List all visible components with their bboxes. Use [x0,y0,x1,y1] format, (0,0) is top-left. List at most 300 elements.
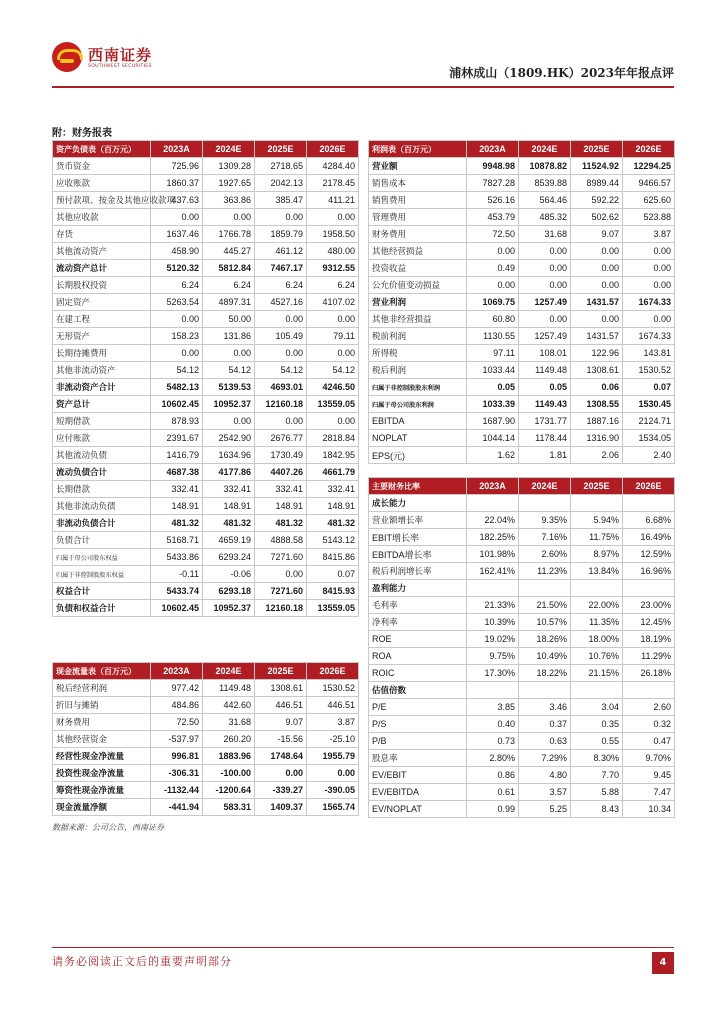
row-value: 0.00 [307,413,359,430]
row-value: 11.29% [623,648,675,665]
row-label: 负债合计 [53,532,151,549]
row-value: 26.18% [623,665,675,682]
row-label: 所得税 [369,345,467,362]
row-value: 97.11 [467,345,519,362]
row-value: 2.60% [519,546,571,563]
row-label: 销售费用 [369,192,467,209]
year-header: 2023A [467,478,519,495]
cash-flow-header-row [53,663,359,680]
table-row [369,699,675,716]
income-statement-table [368,140,675,464]
row-value: 1149.48 [519,362,571,379]
row-value: 1.81 [519,447,571,464]
row-value: 23.00% [623,597,675,614]
row-value: 437.63 [151,192,203,209]
row-label: 其他非经营损益 [369,311,467,328]
row-value: 0.00 [571,243,623,260]
table-row [369,362,675,379]
row-label: 股息率 [369,750,467,767]
table-row [53,697,359,714]
row-value: 0.00 [203,345,255,362]
income-statement-title: 利润表（百万元） [369,141,467,158]
row-value: 2.06 [571,447,623,464]
row-value: 54.12 [255,362,307,379]
row-value: 4687.38 [151,464,203,481]
year-header: 2025E [255,663,307,680]
table-row [53,294,359,311]
row-label: 营业额 [369,158,467,175]
row-label: 流动资产总计 [53,260,151,277]
table-row [369,648,675,665]
row-value: 1308.61 [255,680,307,697]
row-label: 管理费用 [369,209,467,226]
table-row [53,782,359,799]
row-value: 1687.90 [467,413,519,430]
row-value: 21.15% [571,665,623,682]
row-value: 332.41 [203,481,255,498]
table-row [53,464,359,481]
row-label: 长期待摊费用 [53,345,151,362]
table-row [53,209,359,226]
row-value: 0.99 [467,801,519,818]
row-value: -0.11 [151,566,203,583]
row-value: 564.46 [519,192,571,209]
row-value: 19.02% [467,631,519,648]
logo-subtext: SOUTHWEST SECURITIES [88,64,152,69]
ratio-section-title: 盈利能力 [369,580,467,597]
page-header [52,38,674,86]
row-value: 122.96 [571,345,623,362]
row-value: 0.00 [151,311,203,328]
row-value: 9.35% [519,512,571,529]
row-value: 2391.67 [151,430,203,447]
table-row [53,328,359,345]
table-row [53,549,359,566]
row-value: 72.50 [151,714,203,731]
row-label: 其他流动资产 [53,243,151,260]
row-value: 1731.77 [519,413,571,430]
row-value: 10952.37 [203,600,255,617]
ratio-section-row [369,495,675,512]
row-value: 11.75% [571,529,623,546]
row-label: 营业额增长率 [369,512,467,529]
row-label: 存货 [53,226,151,243]
row-label: 投资性现金净流量 [53,765,151,782]
table-row [53,345,359,362]
table-row [53,413,359,430]
row-label: 短期借款 [53,413,151,430]
row-value: -390.05 [307,782,359,799]
table-row [369,328,675,345]
table-row [53,765,359,782]
row-value: 385.47 [255,192,307,209]
row-value: 108.01 [519,345,571,362]
balance-sheet-header-row [53,141,359,158]
row-value: 0.47 [623,733,675,750]
row-value: 878.93 [151,413,203,430]
row-value: 7.47 [623,784,675,801]
row-value: 0.37 [519,716,571,733]
row-value: 1927.65 [203,175,255,192]
row-label: 税后利润 [369,362,467,379]
row-value: 4407.26 [255,464,307,481]
row-value: 0.00 [255,765,307,782]
row-value: 1308.55 [571,396,623,413]
row-value: 7.70 [571,767,623,784]
row-value: 1730.49 [255,447,307,464]
row-value: 7467.17 [255,260,307,277]
row-value: 5.94% [571,512,623,529]
row-value: 8.30% [571,750,623,767]
row-value: 5482.13 [151,379,203,396]
row-value: 0.07 [623,379,675,396]
row-value: 4284.40 [307,158,359,175]
table-row [53,362,359,379]
row-label: EBIT增长率 [369,529,467,546]
row-value: 5139.53 [203,379,255,396]
row-value: 3.85 [467,699,519,716]
row-value: 0.00 [467,277,519,294]
row-value: 481.32 [255,515,307,532]
row-value: 11524.92 [571,158,623,175]
empty-cell [571,580,623,597]
row-value: 10602.45 [151,396,203,413]
row-value: 0.00 [307,311,359,328]
row-value: 1033.39 [467,396,519,413]
row-value: 4527.16 [255,294,307,311]
row-value: 446.51 [307,697,359,714]
row-label: EBITDA增长率 [369,546,467,563]
row-value: 8539.88 [519,175,571,192]
row-value: 1748.64 [255,748,307,765]
row-value: 148.91 [307,498,359,515]
row-value: 3.57 [519,784,571,801]
table-row [53,447,359,464]
table-row [369,311,675,328]
row-label: 权益合计 [53,583,151,600]
row-value: 502.62 [571,209,623,226]
row-value: 0.00 [623,243,675,260]
row-value: 1530.45 [623,396,675,413]
row-value: 5812.84 [203,260,255,277]
row-label: 财务费用 [53,714,151,731]
row-value: 105.49 [255,328,307,345]
row-value: 0.00 [255,413,307,430]
footer-divider [52,947,674,948]
row-label: 归属于非控制股股东利润 [369,379,467,396]
row-value: 1309.28 [203,158,255,175]
row-value: 0.05 [467,379,519,396]
table-row [53,396,359,413]
row-label: 投资收益 [369,260,467,277]
row-label: 流动负债合计 [53,464,151,481]
empty-cell [623,682,675,699]
row-value: 1530.52 [623,362,675,379]
row-value: 5120.32 [151,260,203,277]
row-value: 50.00 [203,311,255,328]
table-row [369,192,675,209]
row-value: 54.12 [307,362,359,379]
row-label: 无形资产 [53,328,151,345]
row-value: 148.91 [203,498,255,515]
logo-emblem-icon [52,42,82,72]
table-row [369,243,675,260]
row-value: 22.04% [467,512,519,529]
row-value: 332.41 [307,481,359,498]
row-value: 0.00 [571,311,623,328]
row-value: 11.35% [571,614,623,631]
table-row [53,260,359,277]
row-value: 6.24 [203,277,255,294]
row-value: 0.07 [307,566,359,583]
financial-ratios-table [368,477,675,818]
year-header: 2024E [203,141,255,158]
table-row [53,748,359,765]
row-value: 8.97% [571,546,623,563]
row-value: 10602.45 [151,600,203,617]
row-value: 0.00 [307,345,359,362]
row-value: 1766.78 [203,226,255,243]
row-value: 10.57% [519,614,571,631]
cash-flow-title: 现金流量表（百万元） [53,663,151,680]
ratio-section-row [369,682,675,699]
row-value: 13559.05 [307,396,359,413]
row-value: 1308.61 [571,362,623,379]
row-value: 0.00 [519,277,571,294]
row-value: 31.68 [519,226,571,243]
row-value: 12.59% [623,546,675,563]
year-header: 2026E [307,141,359,158]
table-row [369,665,675,682]
row-value: 16.49% [623,529,675,546]
row-value: 10.76% [571,648,623,665]
year-header: 2023A [151,663,203,680]
empty-cell [467,495,519,512]
table-row [53,731,359,748]
row-label: 其他应收款 [53,209,151,226]
row-value: 60.80 [467,311,519,328]
row-value: 72.50 [467,226,519,243]
row-value: 0.00 [571,277,623,294]
table-row [369,345,675,362]
disclaimer-text: 请务必阅读正文后的重要声明部分 [52,955,232,968]
row-value: 0.00 [571,260,623,277]
row-value: 9312.55 [307,260,359,277]
table-row [369,784,675,801]
row-value: 1887.16 [571,413,623,430]
row-label: 非流动负债合计 [53,515,151,532]
row-value: 10952.37 [203,396,255,413]
row-value: 0.35 [571,716,623,733]
row-value: 453.79 [467,209,519,226]
logo-text: 西南证券 [88,46,153,64]
table-row [53,277,359,294]
row-value: 7271.60 [255,583,307,600]
report-title: 浦林成山（1809.HK）2023年年报点评 [449,66,674,80]
table-row [53,311,359,328]
row-value: 4888.58 [255,532,307,549]
row-value: 583.31 [203,799,255,816]
row-value: 1637.46 [151,226,203,243]
row-value: 592.22 [571,192,623,209]
row-value: 2.80% [467,750,519,767]
row-value: 5433.86 [151,549,203,566]
row-value: -100.00 [203,765,255,782]
row-value: 2542.90 [203,430,255,447]
row-label: 资产总计 [53,396,151,413]
row-value: 9466.57 [623,175,675,192]
row-value: 143.81 [623,345,675,362]
table-row [53,481,359,498]
row-value: 4107.02 [307,294,359,311]
row-value: 0.49 [467,260,519,277]
row-value: 13.84% [571,563,623,580]
row-value: 8989.44 [571,175,623,192]
row-label: 税后经营利润 [53,680,151,697]
row-value: 1674.33 [623,294,675,311]
row-value: 0.63 [519,733,571,750]
ratio-section-row [369,580,675,597]
row-value: 6.24 [307,277,359,294]
table-row [369,158,675,175]
row-value: 1883.96 [203,748,255,765]
row-value: 2818.84 [307,430,359,447]
row-value: 12160.18 [255,396,307,413]
row-label: 其他流动负债 [53,447,151,464]
appendix-title: 附：财务报表 [52,128,112,139]
row-value: 0.00 [151,345,203,362]
row-value: 0.73 [467,733,519,750]
row-value: 6.68% [623,512,675,529]
row-value: -441.94 [151,799,203,816]
row-label: EV/NOPLAT [369,801,467,818]
table-row [369,733,675,750]
table-row [53,379,359,396]
row-value: 182.25% [467,529,519,546]
table-row [369,209,675,226]
row-value: 0.00 [519,311,571,328]
empty-cell [623,495,675,512]
row-value: 625.60 [623,192,675,209]
row-label: 其他非流动负债 [53,498,151,515]
table-row [369,447,675,464]
row-value: 0.00 [151,209,203,226]
row-value: 0.40 [467,716,519,733]
empty-cell [467,682,519,699]
row-value: 1069.75 [467,294,519,311]
row-label: 税前利润 [369,328,467,345]
empty-cell [571,682,623,699]
row-label: 毛利率 [369,597,467,614]
row-label: 归属于母公司股东利润 [369,396,467,413]
table-row [369,277,675,294]
row-value: 481.32 [151,515,203,532]
row-label: 应付账款 [53,430,151,447]
row-value: 18.22% [519,665,571,682]
row-value: 480.00 [307,243,359,260]
table-row [369,750,675,767]
row-value: 0.55 [571,733,623,750]
row-value: 260.20 [203,731,255,748]
ratio-section-title: 估值倍数 [369,682,467,699]
row-label: 货币资金 [53,158,151,175]
row-value: 4177.86 [203,464,255,481]
row-value: 12160.18 [255,600,307,617]
row-value: 4659.19 [203,532,255,549]
table-row [369,546,675,563]
row-label: 固定资产 [53,294,151,311]
row-value: 2.40 [623,447,675,464]
row-value: 54.12 [203,362,255,379]
ratios-header-row [369,478,675,495]
table-row [369,614,675,631]
row-value: 1257.49 [519,328,571,345]
row-value: 445.27 [203,243,255,260]
table-row [53,175,359,192]
income-statement-header-row [369,141,675,158]
table-row [53,799,359,816]
row-value: 1044.14 [467,430,519,447]
row-value: 0.00 [623,277,675,294]
row-value: 1316.90 [571,430,623,447]
row-value: 523.88 [623,209,675,226]
row-value: 3.87 [623,226,675,243]
row-label: 应收账款 [53,175,151,192]
row-value: 442.60 [203,697,255,714]
table-row [53,583,359,600]
balance-sheet-title: 资产负债表（百万元） [53,141,151,158]
row-label: 其他经营资金 [53,731,151,748]
row-value: 1149.48 [203,680,255,697]
row-value: 1565.74 [307,799,359,816]
row-value: 1178.44 [519,430,571,447]
year-header: 2024E [519,141,571,158]
row-label: ROA [369,648,467,665]
row-value: 5263.54 [151,294,203,311]
row-value: 0.00 [255,209,307,226]
row-value: 1534.05 [623,430,675,447]
row-value: 6293.18 [203,583,255,600]
row-value: 158.23 [151,328,203,345]
row-value: -15.56 [255,731,307,748]
row-value: 18.26% [519,631,571,648]
row-value: 10.49% [519,648,571,665]
balance-sheet-table [52,140,359,617]
row-value: 10.34 [623,801,675,818]
table-row [369,529,675,546]
page-number: 4 [652,952,674,974]
row-value: 9.70% [623,750,675,767]
row-value: 54.12 [151,362,203,379]
row-label: 经营性现金净流量 [53,748,151,765]
table-row [53,600,359,617]
row-value: 7271.60 [255,549,307,566]
table-row [369,563,675,580]
empty-cell [519,495,571,512]
year-header: 2025E [571,478,623,495]
row-value: 148.91 [151,498,203,515]
row-value: 4693.01 [255,379,307,396]
year-header: 2024E [203,663,255,680]
row-value: 6.24 [255,277,307,294]
row-value: 725.96 [151,158,203,175]
table-row [369,767,675,784]
table-row [53,515,359,532]
row-value: 2178.45 [307,175,359,192]
row-value: 0.32 [623,716,675,733]
row-value: 1859.79 [255,226,307,243]
row-value: 16.96% [623,563,675,580]
